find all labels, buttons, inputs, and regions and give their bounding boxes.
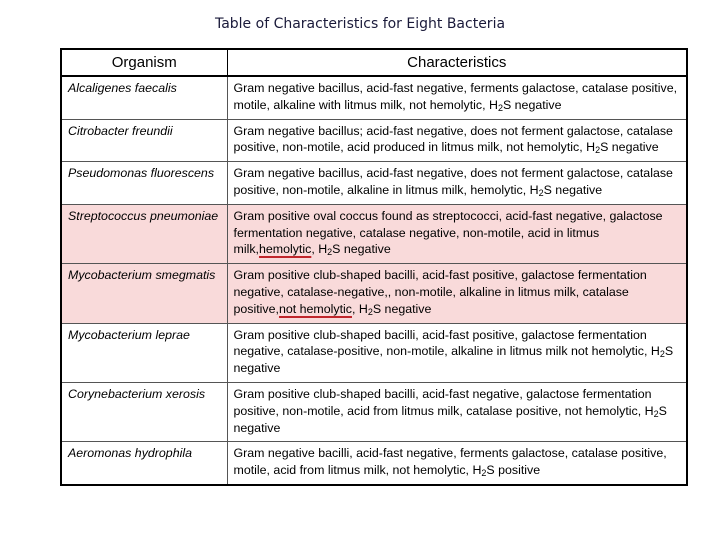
- organism-name: Streptococcus pneumoniae: [68, 208, 219, 223]
- organism-cell: [61, 442, 227, 485]
- separator: ,: [351, 301, 359, 316]
- h2s-result: S negative: [233, 403, 667, 435]
- h2s-result: S negative: [543, 182, 603, 197]
- characteristics-text: Gram negative bacillus; acid-fast negative, does not ferment galactose, catalase positive, non-motile, acid produced in litmus milk, not hemolytic,: [233, 123, 673, 155]
- characteristics-text: Gram negative bacilli, acid-fast negative, ferments galactose, catalase positive, motile, acid from litmus milk, not hemolytic,: [233, 446, 667, 478]
- organism-cell: [61, 204, 227, 263]
- table-row: [61, 76, 687, 119]
- bacteria-table: [60, 48, 688, 486]
- characteristics-cell: [227, 264, 687, 323]
- table-row: [61, 119, 687, 162]
- organism-cell: [61, 264, 227, 323]
- h2s-result: S negative: [502, 97, 562, 112]
- characteristics-text: Gram negative bacillus, acid-fast negative, does not ferment galactose, catalase positive, non-motile, alkaline in litmus milk, hemolytic,: [233, 166, 673, 197]
- characteristics-cell: [227, 323, 687, 382]
- organism-cell: [61, 323, 227, 382]
- organism-name: Corynebacterium xerosis: [68, 386, 206, 401]
- characteristics-cell: [227, 162, 687, 205]
- table-row: [61, 264, 687, 323]
- page-title: Table of Characteristics for Eight Bacteria: [214, 16, 506, 32]
- characteristics-text: Gram negative bacillus, acid-fast negative, ferments galactose, catalase positive, motile, alkaline with litmus milk, not hemolytic,: [233, 81, 678, 112]
- hemolysis-underlined: hemolytic: [258, 242, 312, 257]
- h2s-result: S negative: [332, 242, 391, 257]
- h2s-h: H: [318, 242, 328, 257]
- h2s-h: H: [488, 97, 498, 112]
- h2s-subscript: 2: [538, 187, 544, 198]
- characteristics-cell: [227, 76, 687, 119]
- characteristics-cell: [227, 119, 687, 162]
- h2s-subscript: 2: [653, 408, 659, 419]
- organism-name: Aeromonas hydrophila: [68, 446, 192, 461]
- characteristics-text: Gram positive oval coccus found as streptococci, acid-fast negative, galactose fermentation negative, catalase negative, non-motile, acid in litmus milk,: [233, 208, 663, 257]
- characteristics-text: Gram positive club-shaped bacilli, acid-fast negative, galactose fermentation positive, non-motile, acid from litmus milk, catalase positive, not hemolytic,: [233, 386, 652, 418]
- organism-cell: [61, 76, 227, 119]
- h2s-h: H: [644, 403, 654, 418]
- h2s-subscript: 2: [481, 468, 487, 479]
- h2s-result: S negative: [600, 140, 659, 155]
- h2s-result: S negative: [372, 301, 432, 316]
- organism-name: Alcaligenes faecalis: [68, 81, 177, 95]
- organism-cell: [61, 382, 227, 441]
- table-row: [61, 442, 687, 485]
- h2s-result: S positive: [486, 463, 541, 478]
- h2s-subscript: 2: [367, 306, 373, 317]
- organism-cell: [61, 119, 227, 162]
- h2s-h: H: [472, 463, 482, 478]
- characteristics-cell: [227, 442, 687, 485]
- h2s-subscript: 2: [659, 349, 665, 360]
- h2s-subscript: 2: [327, 247, 333, 258]
- table-row: [61, 323, 687, 382]
- separator: ,: [311, 242, 319, 257]
- header-organism: Organism: [61, 49, 227, 76]
- header-characteristics: Characteristics: [227, 49, 687, 76]
- h2s-subscript: 2: [595, 145, 601, 156]
- hemolysis-underlined: not hemolytic: [278, 301, 352, 316]
- characteristics-text: Gram positive club-shaped bacilli, acid-fast positive, galactose fermentation negative, catalase-positive, non-motile, alkaline in litmus milk not hemolytic,: [233, 327, 648, 359]
- h2s-result: S negative: [233, 344, 674, 376]
- table-row: [61, 204, 687, 263]
- characteristics-cell: [227, 204, 687, 263]
- organism-name: Citrobacter freundii: [68, 123, 173, 138]
- table-row: [61, 382, 687, 441]
- h2s-subscript: 2: [497, 102, 503, 113]
- organism-name: Mycobacterium smegmatis: [68, 268, 216, 283]
- h2s-h: H: [650, 344, 660, 359]
- h2s-h: H: [529, 182, 539, 197]
- h2s-h: H: [586, 140, 596, 155]
- h2s-h: H: [358, 301, 368, 316]
- organism-name: Pseudomonas fluorescens: [68, 166, 215, 181]
- organism-name: Mycobacterium leprae: [68, 327, 190, 342]
- table-header-row: [61, 49, 687, 76]
- organism-cell: [61, 162, 227, 205]
- characteristics-cell: [227, 382, 687, 441]
- table-row: [61, 162, 687, 205]
- characteristics-text: Gram positive club-shaped bacilli, acid-fast positive, galactose fermentation negative, catalase-negative,, non-motile, alkaline in litmus milk, catalase positive,: [233, 268, 647, 316]
